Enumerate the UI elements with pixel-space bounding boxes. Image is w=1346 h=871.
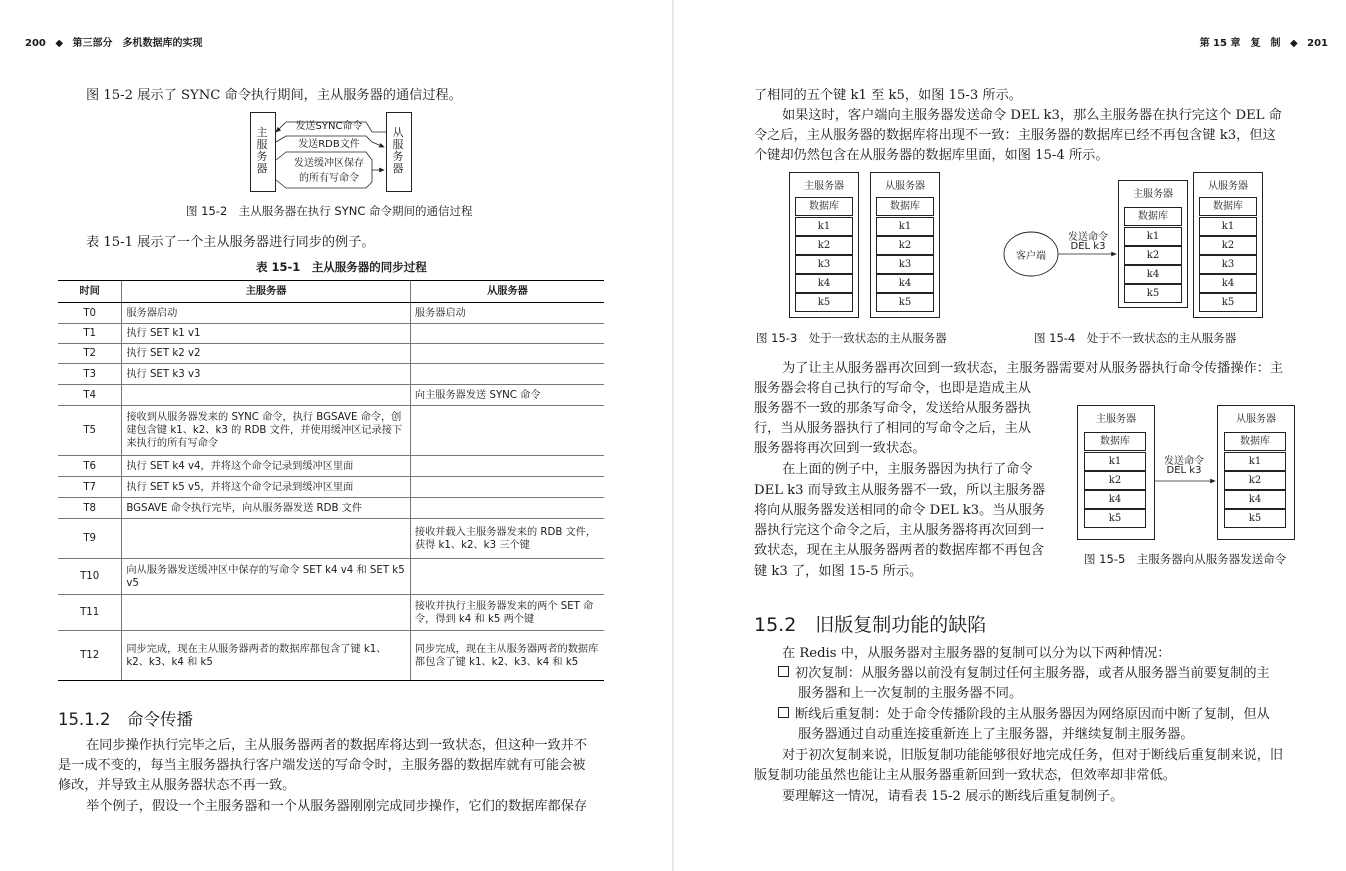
bullet-initial-copy: 初次复制：从服务器以前没有复制过任何主服务器，或者从服务器当前要复制的主 [778, 664, 1270, 684]
key-cell: k5 [1124, 284, 1182, 303]
fig152-arrows [0, 0, 673, 220]
key-cell: k4 [1199, 274, 1257, 293]
table-row: T0 服务器启动 服务器启动 [58, 303, 604, 324]
bullet-reconnect-copy: 断线后重复制：处于命令传播阶段的主从服务器因为网络原因而中断了复制，但从 [778, 705, 1270, 725]
para-line: 服务器会将自己执行的写命令，也即是造成主从 [754, 381, 1031, 396]
para-line: 版复制功能虽然也能让主从服务器重新回到一致状态，但效率却非常低。 [754, 768, 1176, 783]
col-slave: 从服务器 [410, 281, 604, 303]
checkbox-bullet-icon [778, 666, 789, 677]
key-cell: k2 [1084, 471, 1146, 490]
key-cell: k4 [795, 274, 853, 293]
para-line: 服务器不一致的那条写命令，发送给从服务器执 [754, 401, 1031, 416]
fig152-caption: 图 15-2 主从服务器在执行 SYNC 命令期间的通信过程 [186, 204, 473, 218]
send-cmd-label: 发送命令 [1068, 232, 1108, 243]
left-page-number: 200 [25, 38, 46, 49]
table-intro: 表 15-1 展示了一个主从服务器进行同步的例子。 [86, 235, 375, 250]
fig155-arrow [674, 0, 1346, 560]
para-line: DEL k3 而导致主从服务器不一致，所以主服务器 [754, 483, 1046, 498]
key-cell: k3 [876, 255, 934, 274]
para-line: 服务器将再次回到一致状态。 [754, 441, 926, 456]
para-line: 在同步操作执行完毕之后，主从服务器两者的数据库将达到一致状态，但这种一致并不 [86, 738, 588, 753]
para-line: 对于初次复制来说，旧版复制功能能够很好地完成任务，但对于断线后重复制来说，旧 [782, 748, 1284, 763]
fig154-slave: 从服务器 [1193, 172, 1263, 318]
right-page-number: 201 [1307, 38, 1328, 49]
para-line: 修改，并导致主从服务器状态不再一致。 [58, 778, 296, 793]
msg-rdb: 发送RDB文件 [298, 139, 360, 150]
table-header-row [58, 281, 604, 303]
fig155-master: 主服务器 [1077, 405, 1155, 540]
key-cell: k4 [1224, 490, 1286, 509]
fig154-caption: 图 15-4 处于不一致状态的主从服务器 [1034, 331, 1237, 345]
table-row: T3 执行 SET k3 v3 [58, 364, 604, 385]
fig155-slave-db: 数据库 [1224, 432, 1286, 451]
right-header-title: 第 15 章 复 制 [1199, 38, 1281, 49]
key-cell: k2 [876, 236, 934, 255]
fig155-caption: 图 15-5 主服务器向从服务器发送命令 [1084, 552, 1287, 566]
table-row: T12 同步完成，现在主从服务器两者的数据库都包含了键 k1、k2、k3、k4 和 k5 同步完成，现在主从服务器两者的数据库都包含了键 k1、k2、k3、k4 和 k5 [58, 631, 604, 681]
checkbox-bullet-icon [778, 707, 789, 718]
section-15-1-2-title: 15.1.2 命令传播 [58, 710, 193, 729]
left-header-title: 第三部分 多机数据库的实现 [72, 38, 203, 49]
header-diamond: ◆ [55, 38, 64, 49]
key-cell: k1 [876, 217, 934, 236]
key-cell: k2 [795, 236, 853, 255]
key-cell: k1 [1124, 227, 1182, 246]
fig155-slave: 从服务器 [1217, 405, 1295, 540]
key-cell: k5 [1199, 293, 1257, 312]
table-row: T10 向从服务器发送缓冲区中保存的写命令 SET k4 v4 和 SET k5 v5 [58, 559, 604, 595]
para-line: 行，当从服务器执行了相同的写命令之后，主从 [754, 421, 1031, 436]
del-cmd-label: DEL k3 [1166, 465, 1202, 476]
key-cell: k4 [1124, 265, 1182, 284]
para-line: 要理解这一情况，请看表 15-2 展示的断线后重复制例子。 [782, 789, 1124, 804]
para-line: 服务器和上一次复制的主服务器不同。 [798, 686, 1023, 701]
para-line: 服务器通过自动重连接重新连上了主服务器，并继续复制主服务器。 [798, 727, 1194, 742]
col-time: 时间 [58, 281, 122, 303]
msg-buffer-a: 发送缓冲区保存 [294, 158, 364, 169]
table-row: T5 接收到从服务器发来的 SYNC 命令，执行 BGSAVE 命令，创建包含键 k1、k2、k3 的 RDB 文件，并使用缓冲区记录接下来执行的所有写命令 [58, 406, 604, 456]
key-cell: k4 [1084, 490, 1146, 509]
fig153-caption: 图 15-3 处于一致状态的主从服务器 [756, 331, 947, 345]
master-label: 主服务器 [256, 126, 268, 175]
para-line: 如果这时，客户端向主服务器发送命令 DEL k3，那么主服务器在执行完这个 DEL 命 [782, 108, 1282, 123]
right-page [674, 0, 1346, 871]
key-cell: k5 [1084, 509, 1146, 528]
key-cell: k5 [795, 293, 853, 312]
slave-label: 从服务器 [392, 126, 404, 175]
table-row: T4 向主服务器发送 SYNC 命令 [58, 385, 604, 406]
fig155-master-db: 数据库 [1084, 432, 1146, 451]
fig153-slave-db: 数据库 [876, 197, 934, 216]
section-15-2-title: 15.2 旧版复制功能的缺陷 [754, 614, 987, 636]
table-row: T7 执行 SET k5 v5，并将这个命令记录到缓冲区里面 [58, 477, 604, 498]
key-cell: k1 [795, 217, 853, 236]
table-row: T11 接收并执行主服务器发来的两个 SET 命令，得到 k4 和 k5 两个键 [58, 595, 604, 631]
key-cell: k5 [1224, 509, 1286, 528]
sync-table [58, 280, 604, 681]
msg-sync: 发送SYNC命令 [295, 121, 363, 132]
header-diamond: ◆ [1289, 38, 1298, 49]
col-master: 主服务器 [122, 281, 411, 303]
msg-buffer-b: 的所有写命令 [299, 173, 359, 184]
key-cell: k3 [1199, 255, 1257, 274]
key-cell: k1 [1224, 452, 1286, 471]
fig153-master-db: 数据库 [795, 197, 853, 216]
del-cmd-label: DEL k3 [1070, 241, 1106, 252]
table-row: T1 执行 SET k1 v1 [58, 324, 604, 344]
key-cell: k5 [876, 293, 934, 312]
para-line: 在上面的例子中，主服务器因为执行了命令 [782, 462, 1033, 477]
table-row: T9 接收并载入主服务器发来的 RDB 文件，获得 k1、k2、k3 三个键 [58, 519, 604, 559]
para-line: 将向从服务器发送相同的命令 DEL k3。当从服务 [754, 503, 1046, 518]
key-cell: k3 [795, 255, 853, 274]
para-line: 键 k3 了，如图 15-5 所示。 [754, 564, 923, 579]
key-cell: k1 [1199, 217, 1257, 236]
para-line: 是一成不变的，每当主服务器执行客户端发送的写命令时，主服务器的数据库就有可能会被 [58, 758, 586, 773]
fig152-intro: 图 15-2 展示了 SYNC 命令执行期间，主从服务器的通信过程。 [86, 88, 462, 103]
fig153-master: 主服务器 [789, 172, 859, 318]
fig154-master: 主服务器 [1118, 180, 1188, 308]
fig154-master-db: 数据库 [1124, 207, 1182, 226]
table-row: T6 执行 SET k4 v4，并将这个命令记录到缓冲区里面 [58, 456, 604, 477]
fig153-slave: 从服务器 [870, 172, 940, 318]
key-cell: k2 [1124, 246, 1182, 265]
key-cell: k4 [876, 274, 934, 293]
para-line: 令之后，主从服务器的数据库将出现不一致：主服务器的数据库已经不再包含键 k3，但这 [754, 128, 1276, 143]
para-line: 个键却仍然包含在从服务器的数据库里面，如图 15-4 所示。 [754, 148, 1109, 163]
fig154-slave-db: 数据库 [1199, 197, 1257, 216]
para-line: 在 Redis 中，从服务器对主服务器的复制可以分为以下两种情况： [782, 646, 1171, 661]
key-cell: k1 [1084, 452, 1146, 471]
key-cell: k2 [1199, 236, 1257, 255]
para-line: 举个例子，假设一个主服务器和一个从服务器刚刚完成同步操作，它们的数据库都保存 [86, 799, 588, 814]
para-line: 了相同的五个键 k1 至 k5，如图 15-3 所示。 [754, 88, 1022, 103]
para-line: 为了让主从服务器再次回到一致状态，主服务器需要对从服务器执行命令传播操作：主 [782, 361, 1284, 376]
table-row: T8 BGSAVE 命令执行完毕，向从服务器发送 RDB 文件 [58, 498, 604, 519]
para-line: 致状态，现在主从服务器两者的数据库都不再包含 [754, 543, 1045, 558]
key-cell: k2 [1224, 471, 1286, 490]
table-row: T2 执行 SET k2 v2 [58, 344, 604, 364]
para-line: 器执行完这个命令之后，主从服务器将再次回到一 [754, 523, 1045, 538]
table-caption: 表 15-1 主从服务器的同步过程 [256, 260, 427, 274]
client-label: 客户端 [1016, 251, 1046, 262]
send-cmd-label: 发送命令 [1164, 456, 1204, 467]
